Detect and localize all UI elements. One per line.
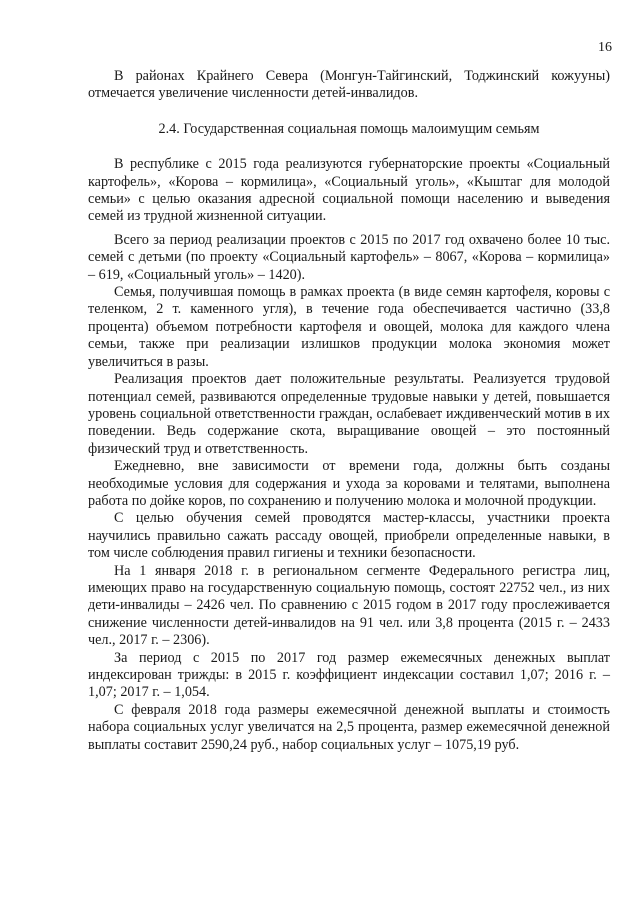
paragraph-6: С целью обучения семей проводятся мастер-классы, участники проекта научились правильно сажать рассаду овощей, приобрели определенные навыки, в том числе соблюдения правил гигиены и техники безопасности. <box>88 510 610 562</box>
document-body <box>88 68 610 754</box>
paragraph-8: За период с 2015 по 2017 год размер ежемесячных денежных выплат индексирован трижды: в 2015 г. коэффициент индексации составил 1,07; 2016 г. – 1,07; 2017 г. – 1,054. <box>88 649 610 701</box>
paragraph-1: В республике с 2015 года реализуются губернаторские проекты «Социальный картофель», «Корова – кормилица», «Социальный уголь», «Кыштаг для молодой семьи» с целью оказания адресной социальной помощи населению и выведения семей из трудной жизненной ситуации. <box>88 156 610 225</box>
page-number: 16 <box>598 40 612 55</box>
section-title: 2.4. Государственная социальная помощь малоимущим семьям <box>158 120 540 137</box>
paragraph-9: С февраля 2018 года размеры ежемесячной денежной выплаты и стоимость набора социальных услуг увеличатся на 2,5 процента, размер ежемесячной денежной выплаты составит 2590,24 руб., набор социальных услуг – 1075,19 руб. <box>88 701 610 753</box>
paragraph-2: Всего за период реализации проектов с 2015 по 2017 год охвачено более 10 тыс. семей с детьми (по проекту «Социальный картофель» – 8067, «Корова – кормилица» – 619, «Социальный уголь» – 1420). <box>88 231 610 283</box>
intro-paragraph: В районах Крайнего Севера (Монгун-Тайгинский, Тоджинский кожууны) отмечается увеличение численности детей-инвалидов. <box>88 68 610 102</box>
paragraph-4: Реализация проектов дает положительные результаты. Реализуется трудовой потенциал семей, развиваются определенные трудовые навыки у детей, повышается уровень социальной ответственности граждан, ослабевает иждивенческий мотив в их поведении. Ведь содержание скота, выращивание овощей – это постоянный физический труд и ответственность. <box>88 371 610 457</box>
paragraph-3: Семья, получившая помощь в рамках проекта (в виде семян картофеля, коровы с теленком, 2 т. каменного угля), в течение года обеспечивается частично (33,8 процента) объемом потребности картофеля и овощей, молока для каждого члена семьи, также при реализации излишков продукции молока экономия может увеличиться в разы. <box>88 284 610 370</box>
paragraph-7: На 1 января 2018 г. в региональном сегменте Федерального регистра лиц, имеющих право на государственную социальную помощь, состоят 22752 чел., из них дети-инвалиды – 2426 чел. По сравнению с 2015 годом в 2017 году прослеживается снижение численности детей-инвалидов на 91 чел. или 3,8 процента (2015 г. – 2433 чел., 2017 г. – 2306). <box>88 562 610 649</box>
paragraph-5: Ежедневно, вне зависимости от времени года, должны быть созданы необходимые условия для содержания и ухода за коровами и телятами, выполнена работа по дойке коров, по сохранению и получению молока и молочной продукции. <box>88 458 610 509</box>
